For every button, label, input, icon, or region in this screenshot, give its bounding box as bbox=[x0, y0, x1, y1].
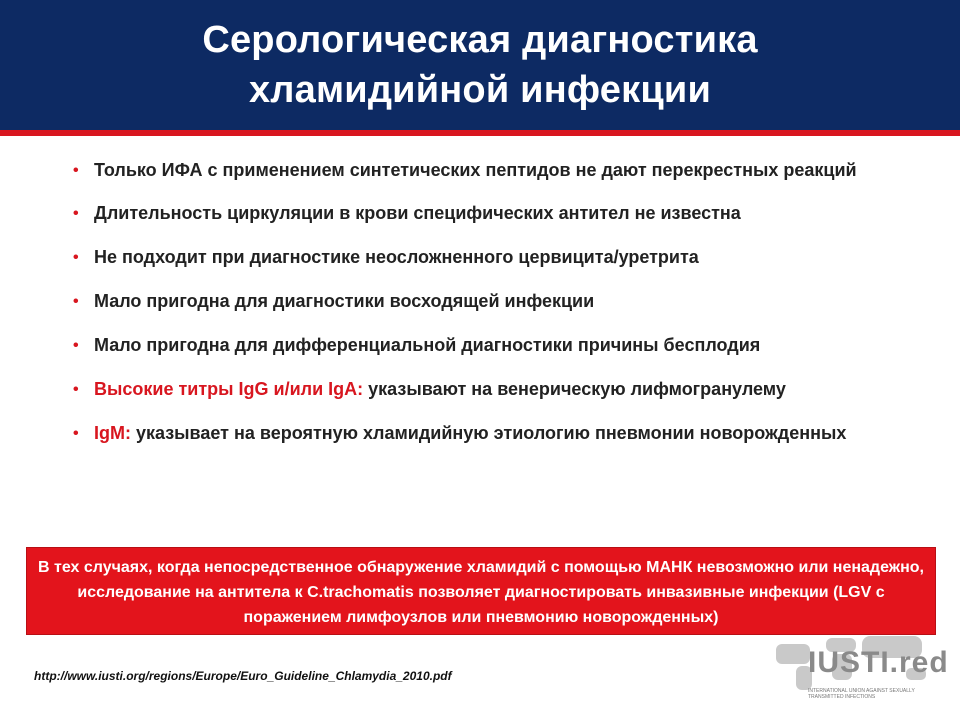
title-line-2: хламидийной инфекции bbox=[248, 69, 712, 111]
bullet-dot-icon: • bbox=[73, 425, 79, 442]
bullet-text: указывает на вероятную хламидийную этиологию пневмонии новорожденных bbox=[130, 423, 847, 443]
bullet-text: Мало пригодна для дифференциальной диагностики причины бесплодия bbox=[94, 335, 761, 355]
callout-box bbox=[26, 547, 936, 635]
bullet-highlight: Высокие титры IgG и/или IgA: bbox=[94, 379, 364, 399]
bullet-item bbox=[70, 243, 900, 272]
bullet-item bbox=[70, 419, 900, 448]
bullet-dot-icon: • bbox=[73, 381, 79, 398]
bullet-text: Длительность циркуляции в крови специфических антител не известна bbox=[94, 203, 741, 223]
bullet-text: Мало пригодна для диагностики восходящей инфекции bbox=[94, 291, 595, 311]
callout-text: В тех случаях, когда непосредственное обнаружение хламидий с помощью МАНК невозможно или ненадежно, исследование на антитела к C.trachomatis позволяет диагностировать инвазивные инфекции (LGV с поражением лимфоузлов или пневмонию новорожденных) bbox=[38, 559, 924, 626]
source-link[interactable]: http://www.iusti.org/regions/Europe/Euro_Guideline_Chlamydia_2010.pdf bbox=[34, 669, 452, 683]
logo-wordmark: IUSTI.red bbox=[808, 646, 949, 679]
bullet-dot-icon: • bbox=[73, 205, 79, 222]
iusti-logo bbox=[766, 628, 949, 708]
bullet-item bbox=[70, 375, 900, 404]
bullet-text: Не подходит при диагностике неосложненного цервицита/уретрита bbox=[94, 247, 699, 267]
bullet-item bbox=[70, 199, 900, 228]
bullet-dot-icon: • bbox=[73, 249, 79, 266]
bullet-highlight: IgM: bbox=[94, 423, 131, 443]
bullet-list bbox=[70, 156, 900, 448]
bullet-item bbox=[70, 331, 900, 360]
slide-header bbox=[0, 0, 960, 136]
logo-subtitle: INTERNATIONAL UNION AGAINST SEXUALLY TRANSMITTED INFECTIONS bbox=[808, 688, 915, 700]
bullet-item bbox=[70, 156, 900, 185]
bullet-dot-icon: • bbox=[73, 293, 79, 310]
title-line-1: Серологическая диагностика bbox=[202, 19, 758, 61]
bullet-text: Только ИФА с применением синтетических пептидов не дают перекрестных реакций bbox=[94, 160, 857, 180]
bullet-item bbox=[70, 287, 900, 316]
bullet-text: указывают на венерическую лифмогранулему bbox=[363, 379, 786, 399]
bullet-dot-icon: • bbox=[73, 337, 79, 354]
bullet-dot-icon: • bbox=[73, 162, 79, 179]
